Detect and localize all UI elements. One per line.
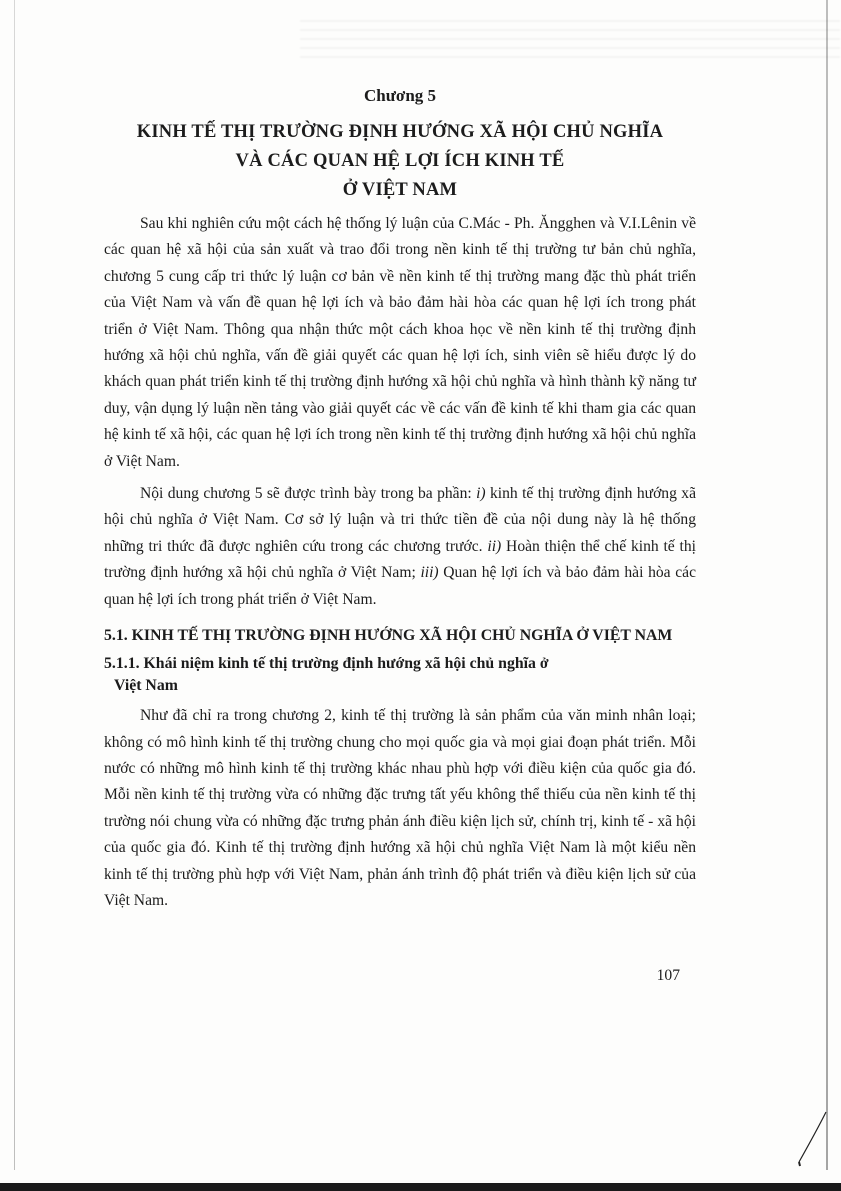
page-number: 107 [656,967,680,984]
show-through-artifact [300,20,840,60]
chapter-label: Chương 5 [363,86,437,105]
intro-p2-marker-iii: iii) [420,564,439,582]
intro-paragraph-2 [104,481,696,613]
section-5-1-heading: 5.1. KINH TẾ THỊ TRƯỜNG ĐỊNH HƯỚNG XÃ HỘI CHỦ NGHĨA Ở VIỆT NAM [104,627,673,645]
section-5-1-1-heading [104,653,696,697]
chapter-title [104,118,696,205]
intro-paragraph-1: Sau khi nghiên cứu một cách hệ thống lý luận của C.Mác - Ph. Ăngghen và V.I.Lênin về các quan hệ xã hội của sản xuất và trao đổi trong nền kinh tế thị trường tư bản chủ nghĩa, chương 5 cung cấp tri thức lý luận cơ bản về nền kinh tế thị trường mang đặc thù phát triển của Việt Nam và vấn đề quan hệ lợi ích và bảo đảm hài hòa các quan hệ lợi ích trong phát triển ở Việt Nam. Thông qua nhận thức một cách khoa học về nền kinh tế thị trường định hướng xã hội chủ nghĩa, vấn đề giải quyết các quan hệ lợi ích, sinh viên sẽ hiểu được lý do khách quan phát triển kinh tế thị trường định hướng xã hội chủ nghĩa và hình thành kỹ năng tư duy, vận dụng lý luận nền tảng vào giải quyết các về các vấn đề kinh tế khi tham gia các quan hệ kinh tế xã hội, các quan hệ lợi ích trong nền kinh tế thị trường định hướng xã hội chủ nghĩa ở Việt Nam. [104,215,696,470]
intro-p2-text-a: Nội dung chương 5 sẽ được trình bày trong ba phần: [140,485,477,503]
intro-p2-marker-i: i) [476,485,486,503]
intro-p2-marker-ii: ii) [487,537,502,555]
chapter-title-line-2: VÀ CÁC QUAN HỆ LỢI ÍCH KINH TẾ [235,151,565,171]
intro-p2-text-b: kinh tế thị trường định hướng xã hội chủ nghĩa ở Việt Nam. Cơ sở lý luận và tri thức tiền đề của nội dung này là hệ thống những tri thức đã được nghiên cứu trong các chương trước. [104,485,696,555]
page-left-edge [14,0,15,1170]
intro-p2-text-c: Hoàn thiện thể chế kinh tế thị trường định hướng xã hội chủ nghĩa ở Việt Nam; [104,537,697,582]
section-5-1-1-paragraph: Như đã chỉ ra trong chương 2, kinh tế thị trường là sản phẩm của văn minh nhân loại; không có mô hình kinh tế thị trường chung cho mọi quốc gia và mọi giai đoạn phát triển. Mỗi nước có những mô hình kinh tế thị trường khác nhau phù hợp với điều kiện của quốc gia đó. Mỗi nền kinh tế thị trường vừa có những đặc trưng tất yếu không thể thiếu của nền kinh tế thị trường nói chung vừa có những đặc trưng phản ánh điều kiện lịch sử, chính trị, kinh tế - xã hội của quốc gia đó. Kinh tế thị trường định hướng xã hội chủ nghĩa Việt Nam là một kiểu nền kinh tế thị trường phù hợp với Việt Nam, phản ánh trình độ phát triển và điều kiện lịch sử của Việt Nam. [104,707,696,909]
page-right-edge [826,0,828,1170]
intro-p2-text-d: Quan hệ lợi ích và bảo đảm hài hòa các quan hệ lợi ích trong phát triển ở Việt Nam. [104,564,696,608]
section-5-1-1-heading-line-2: Việt Nam [114,677,178,695]
pen-stroke-mark [790,1110,830,1170]
scan-bottom-border [0,1183,841,1191]
chapter-title-line-3: Ở VIỆT NAM [342,180,458,200]
chapter-title-line-1: KINH TẾ THỊ TRƯỜNG ĐỊNH HƯỚNG XÃ HỘI CHỦ NGHĨA [136,122,664,142]
section-5-1-1-heading-line-1: 5.1.1. Khái niệm kinh tế thị trường định hướng xã hội chủ nghĩa ở [104,655,549,673]
page-content [104,86,696,914]
